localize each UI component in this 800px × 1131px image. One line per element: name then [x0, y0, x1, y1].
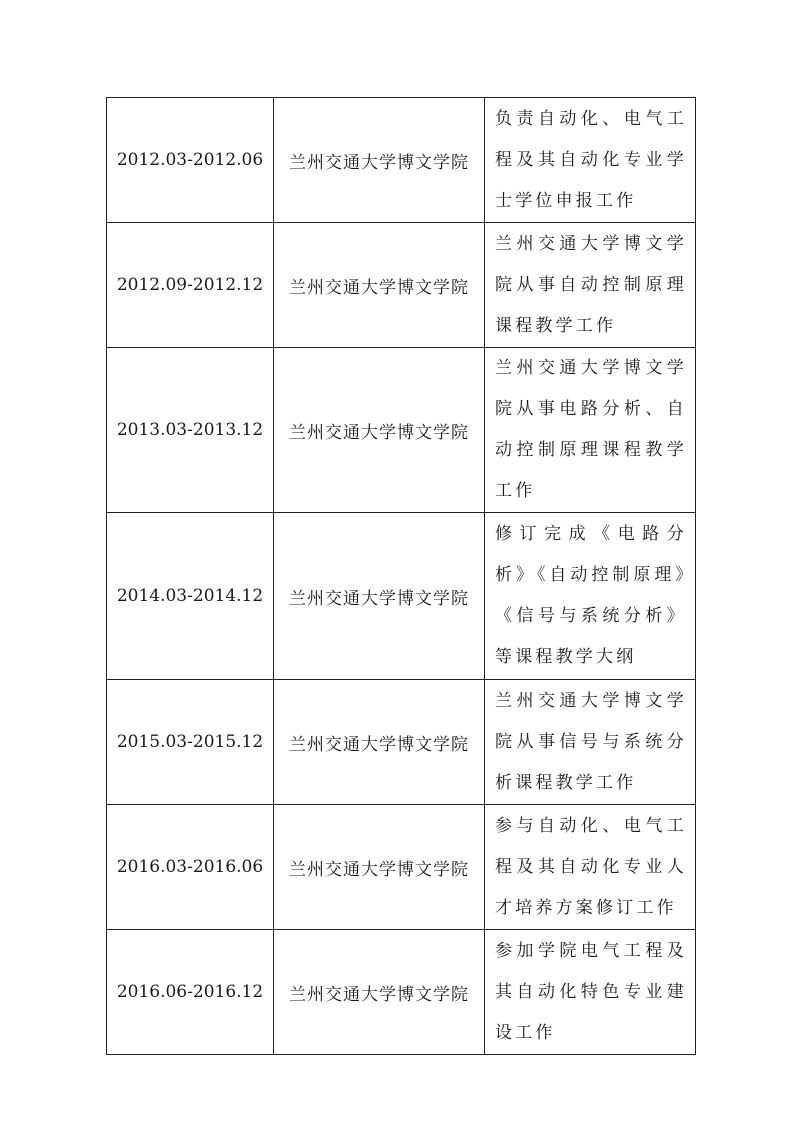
organization-cell: 兰州交通大学博文学院 [274, 680, 485, 805]
table-row [107, 513, 696, 680]
table-row [107, 223, 696, 348]
description-cell: 参加学院电气工程及其自动化特色专业建设工作 [485, 930, 696, 1055]
table-row [107, 98, 696, 223]
organization-cell: 兰州交通大学博文学院 [274, 513, 485, 680]
description-cell: 负责自动化、电气工程及其自动化专业学士学位申报工作 [485, 98, 696, 223]
period-cell: 2015.03-2015.12 [107, 680, 274, 805]
organization-cell: 兰州交通大学博文学院 [274, 98, 485, 223]
period-cell: 2016.06-2016.12 [107, 930, 274, 1055]
period-cell: 2013.03-2013.12 [107, 348, 274, 513]
period-cell: 2014.03-2014.12 [107, 513, 274, 680]
description-cell: 兰州交通大学博文学院从事电路分析、自动控制原理课程教学工作 [485, 348, 696, 513]
table-row [107, 805, 696, 930]
period-cell: 2012.09-2012.12 [107, 223, 274, 348]
description-cell: 兰州交通大学博文学院从事自动控制原理课程教学工作 [485, 223, 696, 348]
period-cell: 2012.03-2012.06 [107, 98, 274, 223]
work-record-table [106, 97, 696, 1055]
description-cell: 兰州交通大学博文学院从事信号与系统分析课程教学工作 [485, 680, 696, 805]
table-row [107, 680, 696, 805]
period-cell: 2016.03-2016.06 [107, 805, 274, 930]
table-row [107, 930, 696, 1055]
description-cell: 修订完成《电路分析》《自动控制原理》《信号与系统分析》等课程教学大纲 [485, 513, 696, 680]
organization-cell: 兰州交通大学博文学院 [274, 348, 485, 513]
organization-cell: 兰州交通大学博文学院 [274, 930, 485, 1055]
table-row [107, 348, 696, 513]
organization-cell: 兰州交通大学博文学院 [274, 223, 485, 348]
description-cell: 参与自动化、电气工程及其自动化专业人才培养方案修订工作 [485, 805, 696, 930]
organization-cell: 兰州交通大学博文学院 [274, 805, 485, 930]
